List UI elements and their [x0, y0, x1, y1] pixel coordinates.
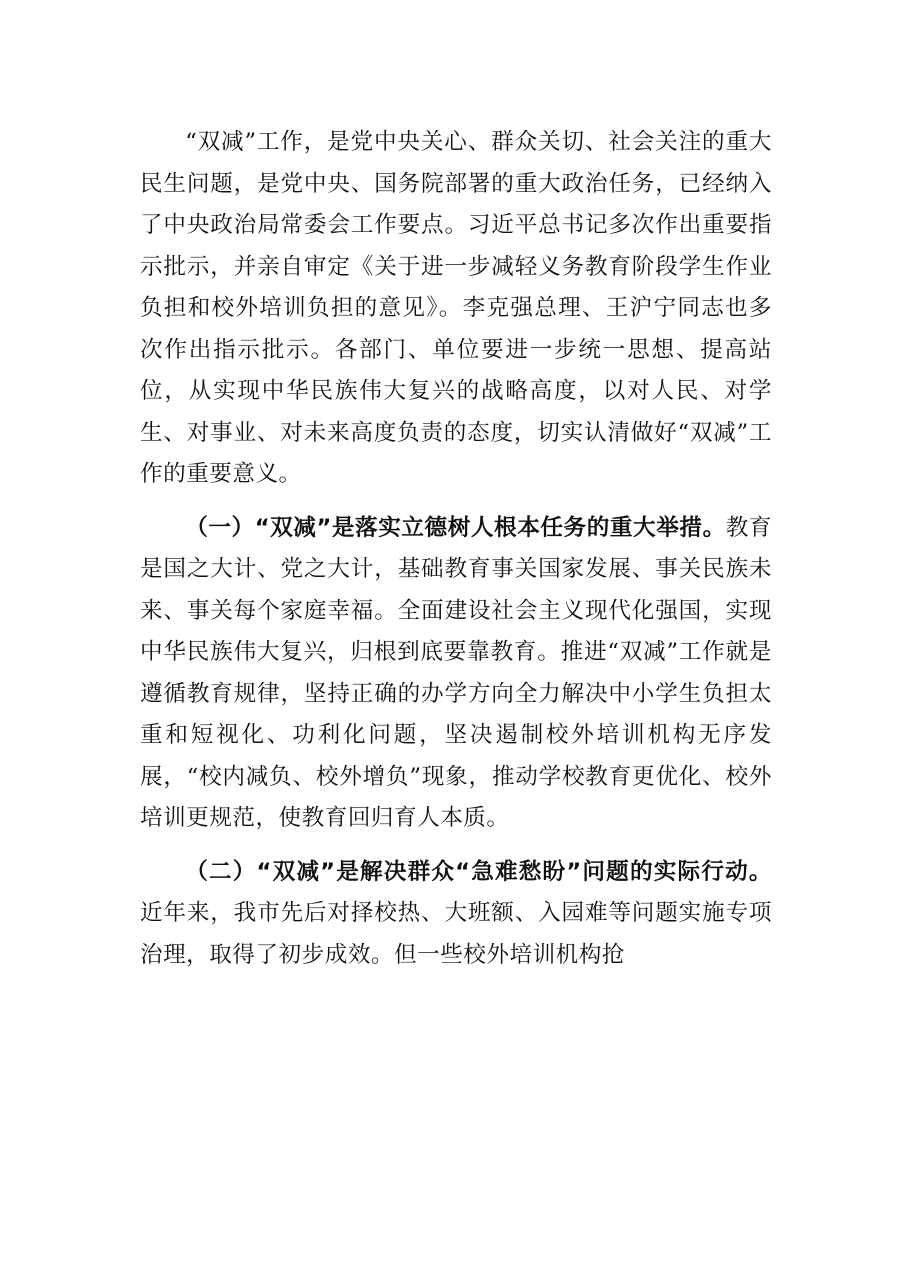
paragraph-body: 教育是国之大计、党之大计，基础教育事关国家发展、事关民族未来、事关每个家庭幸福。全面建设社会主义现代化强国，实现中华民族伟大复兴，归根到底要靠教育。推进“双减”工作就是遵循教育规律，坚持正确的办学方向全力解决中小学生负担太重和短视化、功利化问题，坚决遏制校外培训机构无序发展，“校内减负、校外增负”现象，推动学校教育更优化、校外培训更规范，使教育回归育人本质。: [140, 514, 772, 831]
section-heading: （一）“双减”是落实立德树人根本任务的重大举措。: [185, 514, 726, 541]
paragraph-section-1: [140, 508, 772, 840]
paragraph-body: 近年来，我市先后对择校热、大班额、入园难等问题实施专项治理，取得了初步成效。但一些校外培训机构抢: [140, 900, 772, 968]
paragraph-section-2: [140, 852, 772, 977]
document-page: [140, 122, 772, 976]
paragraph-body: “双减”工作，是党中央关心、群众关切、社会关注的重大民生问题，是党中央、国务院部署的重大政治任务，已经纳入了中央政治局常委会工作要点。习近平总书记多次作出重要指示批示，并亲自审定《关于进一步减轻义务教育阶段学生作业负担和校外培训负担的意见》。李克强总理、王沪宁同志也多次作出指示批示。各部门、单位要进一步统一思想、提高站位，从实现中华民族伟大复兴的战略高度，以对人民、对学生、对事业、对未来高度负责的态度，切实认清做好“双减”工作的重要意义。: [140, 129, 772, 487]
section-heading: （二）“双减”是解决群众“急难愁盼”问题的实际行动。: [185, 858, 772, 885]
paragraph-intro: [140, 122, 772, 496]
